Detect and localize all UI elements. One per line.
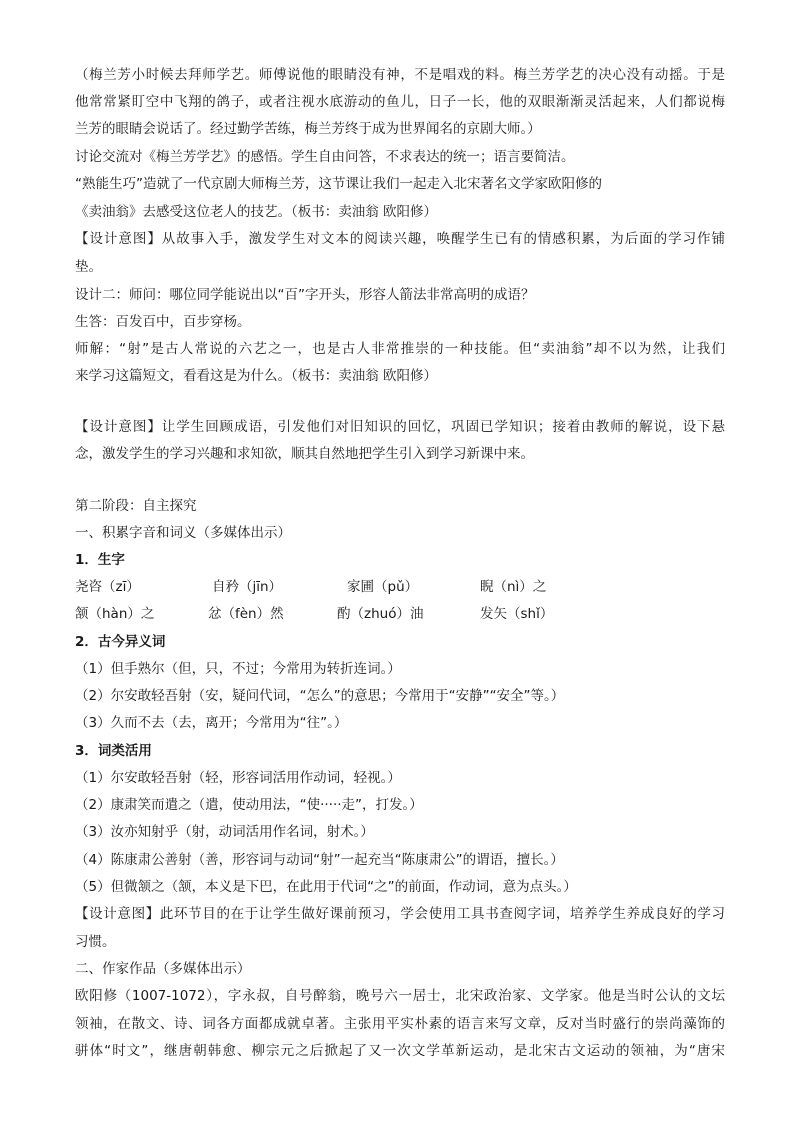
list-item: （4）陈康肃公善射（善，形容词与动词“射”一起充当“陈康肃公”的谓语，擅长。）: [75, 852, 564, 868]
stage-title: 第二阶段：自主探究: [75, 498, 197, 514]
section-title: 一、积累字音和词义（多媒体出示）: [75, 525, 291, 541]
subsection-title: 3．词类活用: [75, 743, 152, 759]
intro-line: 兰芳的眼睛会说话了。经过勤学苦练，梅兰芳终于成为世界闻名的京剧大师。）: [75, 121, 541, 137]
char-entry: 睨（nì）之: [480, 579, 547, 595]
intro-line: （梅兰芳小时候去拜师学艺。师傅说他的眼睛没有神，不是唱戏的料。梅兰芳学艺的决心没有动摇。于是: [75, 67, 725, 83]
subsection-title: 2．古今异义词: [75, 634, 166, 650]
char-entry: 忿（fèn）然: [208, 606, 284, 622]
list-item: （1）尔安敢轻吾射（轻，形容词活用作动词，轻视。）: [75, 770, 401, 786]
author-line: 欧阳修（1007-1072），字永叔，自号醉翁，晚号六一居士，北宋政治家、文学家。他是当时公认的文坛: [75, 988, 725, 1004]
list-item: （1）但手熟尔（但，只，不过；今常用为转折连词。）: [75, 661, 401, 677]
intro-line: 他常常紧盯空中飞翔的鸽子，或者注视水底游动的鱼儿，日子一长，他的双眼渐渐灵活起来，人们都说梅: [75, 94, 725, 110]
char-entry: 尧咨（zī）: [75, 579, 140, 595]
section-title: 二、作家作品（多媒体出示）: [75, 961, 251, 977]
design-intent-line: 【设计意图】此环节目的在于让学生做好课前预习，学会使用工具书查阅字词，培养学生养成良好的学习: [75, 906, 725, 922]
answer-line: 生答：百发百中，百步穿杨。: [75, 314, 251, 330]
char-entry: 颔（hàn）之: [75, 606, 155, 622]
author-line: 骈体“时文”，继唐朝韩愈、柳宗元之后掀起了又一次文学革新运动，是北宋古文运动的领袖，为“唐宋: [75, 1043, 725, 1059]
design-intent-line: 【设计意图】让学生回顾成语，引发他们对旧知识的回忆，巩固已学知识；接着由教师的解说，设下悬: [75, 419, 725, 435]
char-entry: 酌（zhuó）油: [337, 606, 424, 622]
list-item: （5）但微颔之（颔，本义是下巴，在此用于代词“之”的前面，作动词，意为点头。）: [75, 879, 577, 895]
question-line: 设计二：师问：哪位同学能说出以“百”字开头，形容人箭法非常高明的成语？: [75, 287, 535, 303]
design-intent-line: 念，激发学生的学习兴趣和求知欲，顺其自然地把学生引入到学习新课中来。: [75, 446, 534, 462]
list-item: （2）康肃笑而遣之（遣，使动用法，“使·····走”，打发。）: [75, 797, 423, 813]
explanation-line: 师解：“射”是古人常说的六艺之一，也是古人非常推崇的一种技能。但“卖油翁”却不以为然，让我们: [75, 341, 725, 357]
list-item: （3）汝亦知射乎（射，动词活用作名词，射术。）: [75, 824, 374, 840]
list-item: （3）久而不去（去，离开；今常用为“往”。）: [75, 715, 348, 731]
char-entry: 家圃（pǔ）: [347, 579, 419, 595]
subsection-title: 1．生字: [75, 552, 125, 568]
char-entry: 发矢（shǐ）: [480, 606, 554, 622]
char-entry: 自矜（jīn）: [212, 579, 283, 595]
intro-line: 《卖油翁》去感受这位老人的技艺。（板书：卖油翁 欧阳修）: [75, 204, 438, 220]
author-line: 领袖，在散文、诗、词各方面都成就卓著。主张用平实朴素的语言来写文章，反对当时盛行的崇尚藻饰的: [75, 1016, 725, 1032]
design-intent-line: 习惯。: [75, 934, 116, 950]
design-intent-line: 【设计意图】从故事入手，激发学生对文本的阅读兴趣，唤醒学生已有的情感积累，为后面的学习作铺: [75, 231, 725, 247]
intro-line: 讨论交流对《梅兰芳学艺》的感悟。学生自由问答，不求表达的统一；语言要简洁。: [75, 149, 575, 165]
intro-line: “熟能生巧”造就了一代京剧大师梅兰芳，这节课让我们一起走入北宋著名文学家欧阳修的: [75, 176, 602, 192]
design-intent-line: 垫。: [75, 259, 102, 275]
explanation-line: 来学习这篇短文，看看这是为什么。（板书：卖油翁 欧阳修）: [75, 368, 438, 384]
list-item: （2）尔安敢轻吾射（安，疑问代词，“怎么”的意思；今常用于“安静”“安全”等。）: [75, 688, 565, 704]
